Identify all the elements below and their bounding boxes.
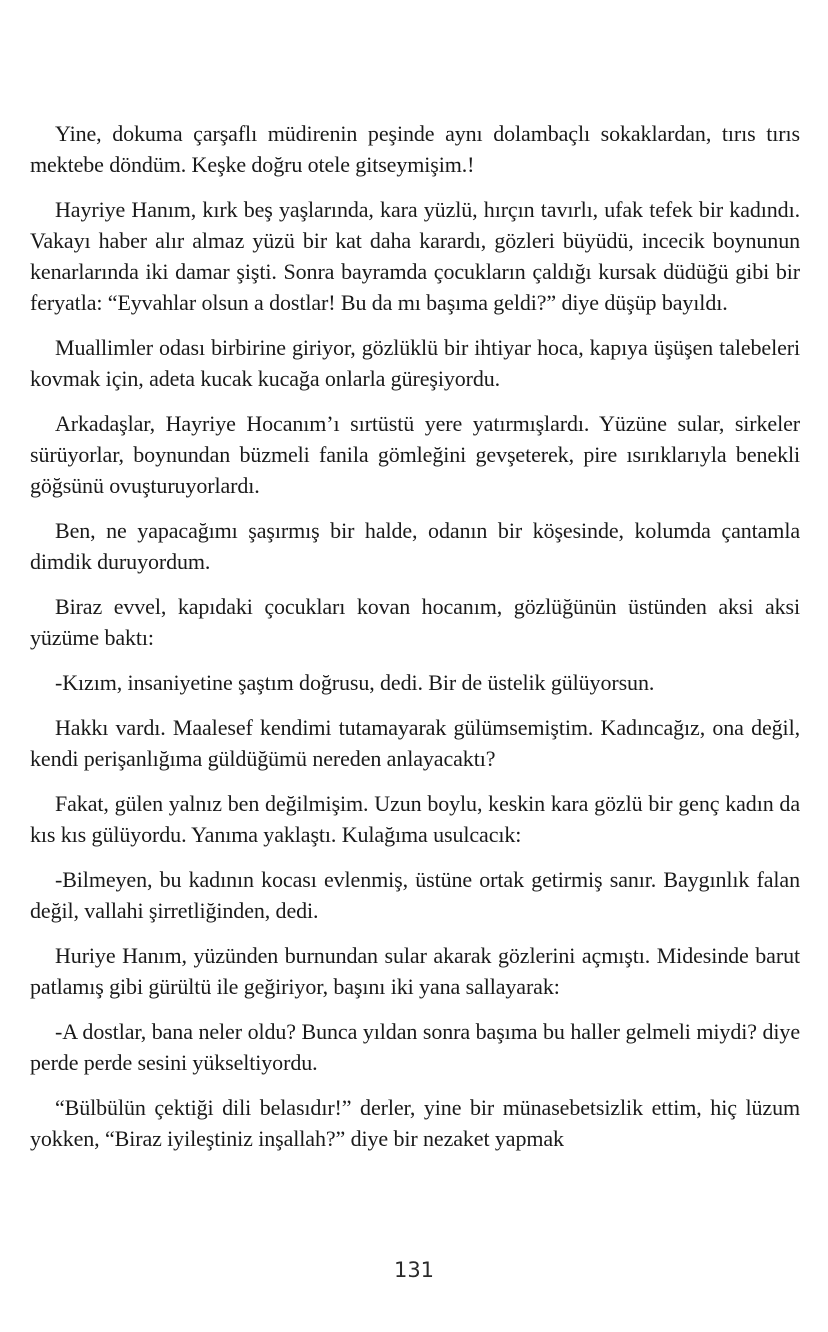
paragraph: Ben, ne yapacağımı şaşırmış bir halde, odanın bir köşesinde, kolumda çantamla dimdik duruyordum. [30, 518, 800, 574]
paragraph: -Bilmeyen, bu kadının kocası evlenmiş, üstüne ortak getirmiş sanır. Baygınlık falan değil, vallahi şirretliğinden, dedi. [30, 867, 800, 923]
book-page-body [30, 118, 800, 1168]
paragraph: Fakat, gülen yalnız ben değilmişim. Uzun boylu, keskin kara gözlü bir genç kadın da kıs kıs gülüyordu. Yanıma yaklaştı. Kulağıma usulcacık: [30, 791, 800, 847]
paragraph: -Kızım, insaniyetine şaştım doğrusu, dedi. Bir de üstelik gülüyorsun. [55, 670, 655, 695]
paragraph: Hakkı vardı. Maalesef kendimi tutamayarak gülümsemiştim. Kadıncağız, ona değil, kendi perişanlığıma güldüğümü nereden anlayacaktı? [30, 715, 800, 771]
paragraph: -A dostlar, bana neler oldu? Bunca yıldan sonra başıma bu haller gelmeli miydi? diye perde perde sesini yükseltiyordu. [30, 1019, 800, 1075]
paragraph: Arkadaşlar, Hayriye Hocanım’ı sırtüstü yere yatırmışlardı. Yüzüne sular, sirkeler sürüyorlar, boynundan büzmeli fanila gömleğini gevşeterek, pire ısırıklarıyla benekli göğsünü ovuşturuyorlardı. [30, 411, 800, 498]
paragraph: Biraz evvel, kapıdaki çocukları kovan hocanım, gözlüğünün üstünden aksi aksi yüzüme baktı: [30, 594, 800, 650]
paragraph: Muallimler odası birbirine giriyor, gözlüklü bir ihtiyar hoca, kapıya üşüşen talebeleri kovmak için, adeta kucak kucağa onlarla güreşiyordu. [30, 335, 800, 391]
paragraph: Yine, dokuma çarşaflı müdirenin peşinde aynı dolambaçlı sokaklardan, tırıs tırıs mektebe döndüm. Keşke doğru otele gitseymişim.! [30, 121, 800, 177]
paragraph: Hayriye Hanım, kırk beş yaşlarında, kara yüzlü, hırçın tavırlı, ufak tefek bir kadındı. Vakayı haber alır almaz yüzü bir kat daha karardı, gözleri büyüdü, incecik boynunun kenarlarında iki damar şişti. Sonra bayramda çocukların çaldığı kursak düdüğü gibi bir feryatla: “Eyvahlar olsun a dostlar! Bu da mı başıma geldi?” diye düşüp bayıldı. [30, 197, 800, 315]
paragraph: “Bülbülün çektiği dili belasıdır!” derler, yine bir münasebetsizlik ettim, hiç lüzum yokken, “Biraz iyileştiniz inşallah?” diye bir nezaket yapmak [30, 1095, 800, 1151]
paragraph: Huriye Hanım, yüzünden burnundan sular akarak gözlerini açmıştı. Midesinde barut patlamış gibi gürültü ile geğiriyor, başını iki yana sallayarak: [30, 943, 800, 999]
page-number: 131 [393, 1258, 435, 1282]
